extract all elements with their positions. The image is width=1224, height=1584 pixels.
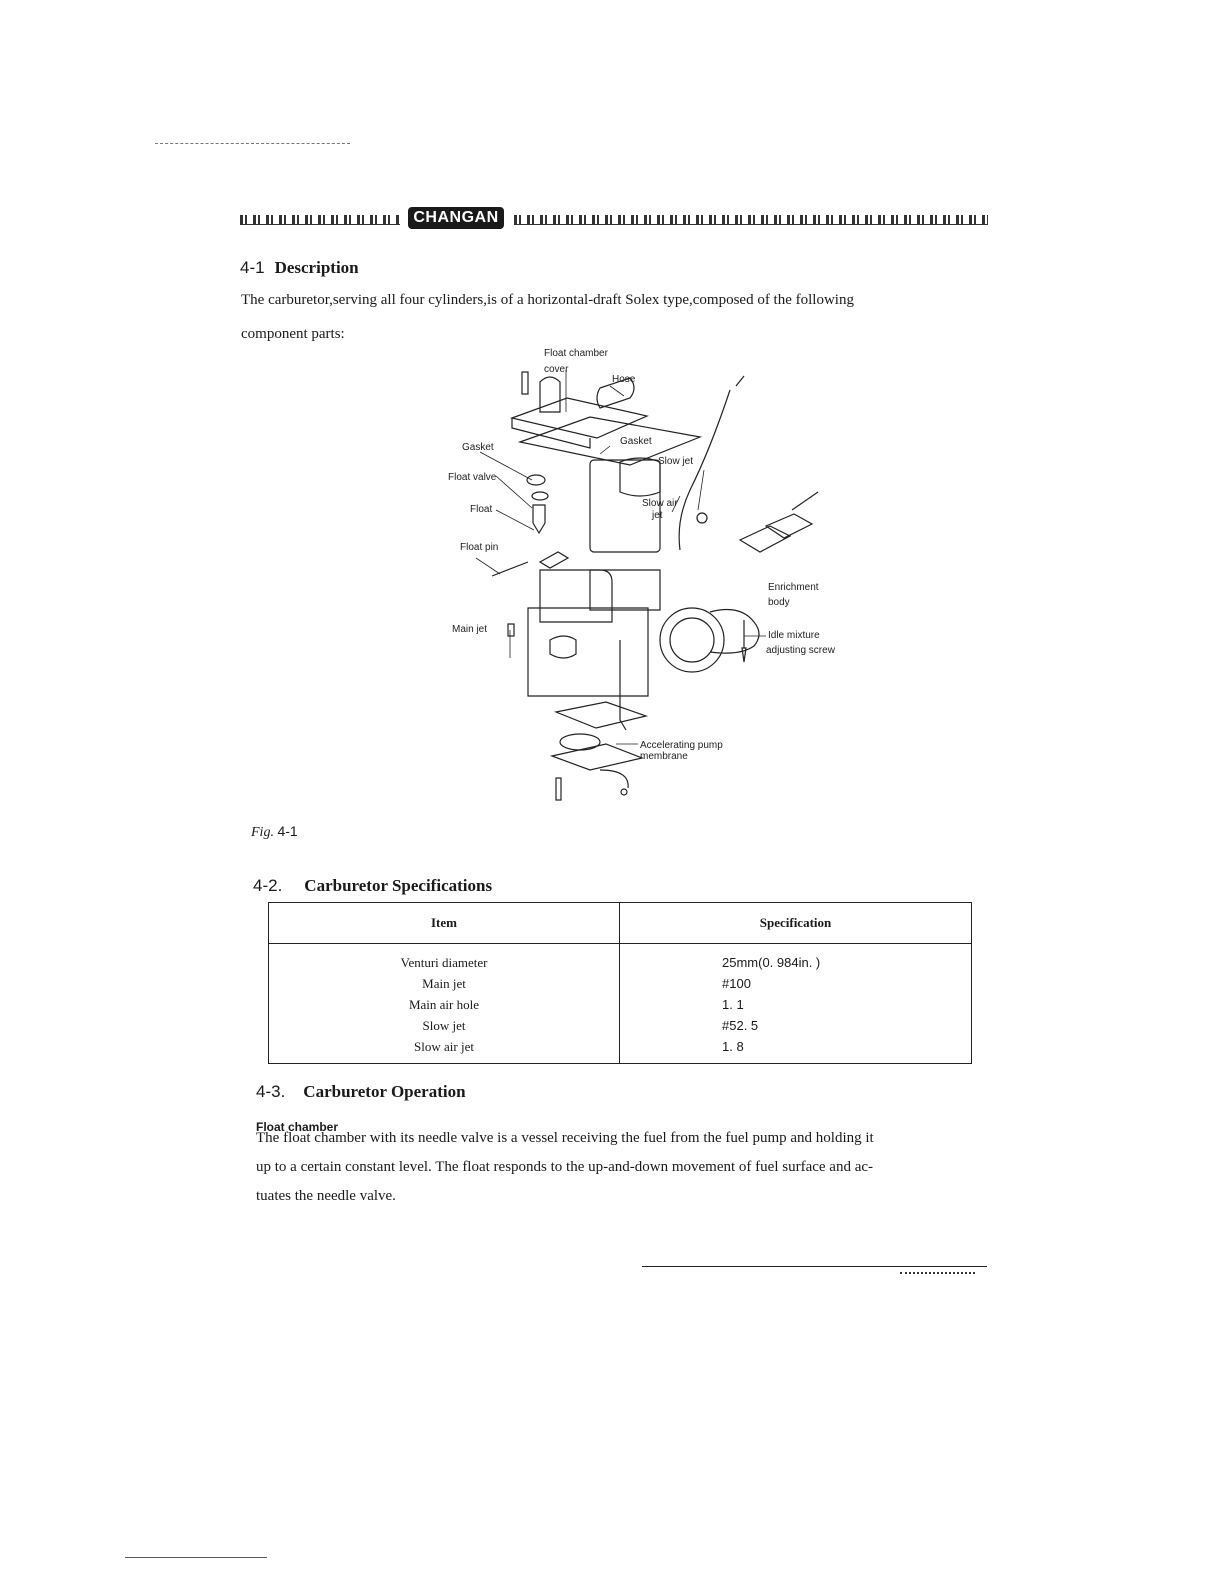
throttle-bore-inner-part [670,618,714,662]
upper-body-part [590,570,660,610]
table-cell-spec: #100 [722,976,751,991]
section-number: 4-1 [240,258,265,277]
table-cell-spec: 1. 1 [722,997,744,1012]
fuel-line-part [679,390,730,550]
label-float-chamber: Float chamber [544,348,608,359]
label-float-pin: Float pin [460,542,499,553]
float-pin-part [492,562,528,576]
carburetor-exploded-diagram [440,340,860,820]
specifications-table [268,902,972,1064]
label-enrichment-body-2: body [768,597,790,608]
float-valve-part [533,505,545,533]
description-line-2: component parts: [241,326,345,342]
section-title: Carburetor Specifications [304,876,493,895]
float-part [540,570,612,622]
section-title: Carburetor Operation [303,1082,466,1101]
scan-mark-top [155,143,350,144]
header-ornament-left [240,215,400,225]
section-number: 4-2. [253,876,283,895]
footer-link-underline [125,1557,267,1558]
section-heading-operation [256,1082,466,1102]
operation-line-1: The float chamber with its needle valve is a vessel receiving the fuel from the fuel pump and holding it [256,1130,874,1146]
specs-column [620,944,972,1064]
main-jet-plug-part [550,636,576,658]
column-header-specification: Specification [620,903,972,944]
operation-line-3: tuates the needle valve. [256,1188,396,1204]
label-adjusting-screw: adjusting screw [766,645,835,656]
footer-dots [900,1272,975,1274]
items-column [269,944,620,1064]
cover-screw-part [522,372,528,394]
table-cell-spec: #52. 5 [722,1018,759,1033]
slow-air-jet-part [697,513,707,523]
label-slow-air-jet-2: jet [652,510,663,521]
label-cover: cover [544,364,569,375]
main-jet-part [508,624,514,636]
label-slow-air-jet: Slow air [642,498,678,509]
operation-line-2: up to a certain constant level. The float responds to the up-and-down movement of fuel surface and ac- [256,1159,874,1175]
table-cell-item: Main jet [422,976,466,991]
label-membrane: membrane [640,751,688,762]
table-cell-spec: 1. 8 [722,1039,744,1054]
table-cell-item: Main air hole [408,997,480,1012]
table-cell-spec: 25mm(0. 984in. ) [722,955,821,970]
table-cell-item: Slow jet [422,1018,466,1033]
header-band [240,207,988,229]
float-valve-washer-part [527,475,545,485]
table-cell-item: Slow air jet [414,1039,474,1054]
label-gasket-left: Gasket [462,442,494,453]
label-idle-mixture: Idle mixture [768,630,820,641]
figure-caption-prefix: Fig. [251,825,274,840]
enrichment-screw-part [792,492,818,510]
table-cell-item: Venturi diameter [400,955,488,970]
figure-caption-number: 4-1 [277,823,298,839]
enrichment-body-part [766,514,812,538]
label-enrichment-body: Enrichment [768,582,819,593]
label-float-valve: Float valve [448,472,497,483]
label-float: Float [470,504,493,515]
label-accelerating-pump: Accelerating pump [640,740,723,751]
header-ornament-right [514,215,988,225]
float-chamber-cover-part [512,398,647,438]
throttle-linkage-part [710,610,759,654]
table-body-row [269,944,972,1064]
float-lever-part [540,552,568,568]
pump-gasket-part [556,702,646,728]
table-header-row [269,903,972,944]
pump-rod-part [620,640,626,730]
section-heading-specifications [253,876,492,896]
label-gasket-right: Gasket [620,436,652,447]
footer-rule [642,1266,987,1267]
label-main-jet: Main jet [452,624,488,635]
pump-membrane-part [560,734,600,750]
section-number: 4-3. [256,1082,286,1101]
column-header-item: Item [269,903,620,944]
description-line-1: The carburetor,serving all four cylinders,is of a horizontal-draft Solex type,composed of the following [241,292,854,308]
label-hose: Hose [612,374,636,385]
pump-lever-part [600,770,628,788]
brand-logo: CHANGAN [408,207,504,229]
pump-screw-part [556,778,561,800]
subheading-float-chamber: Float chamber [256,1120,339,1134]
section-heading-description [240,258,359,278]
section-title: Description [274,258,359,277]
carburetor-body-part [528,608,648,696]
enrichment-gasket-part [740,526,790,552]
figure-caption [251,823,298,841]
label-slow-jet: Slow jet [658,456,694,467]
operation-paragraph [256,1124,874,1211]
